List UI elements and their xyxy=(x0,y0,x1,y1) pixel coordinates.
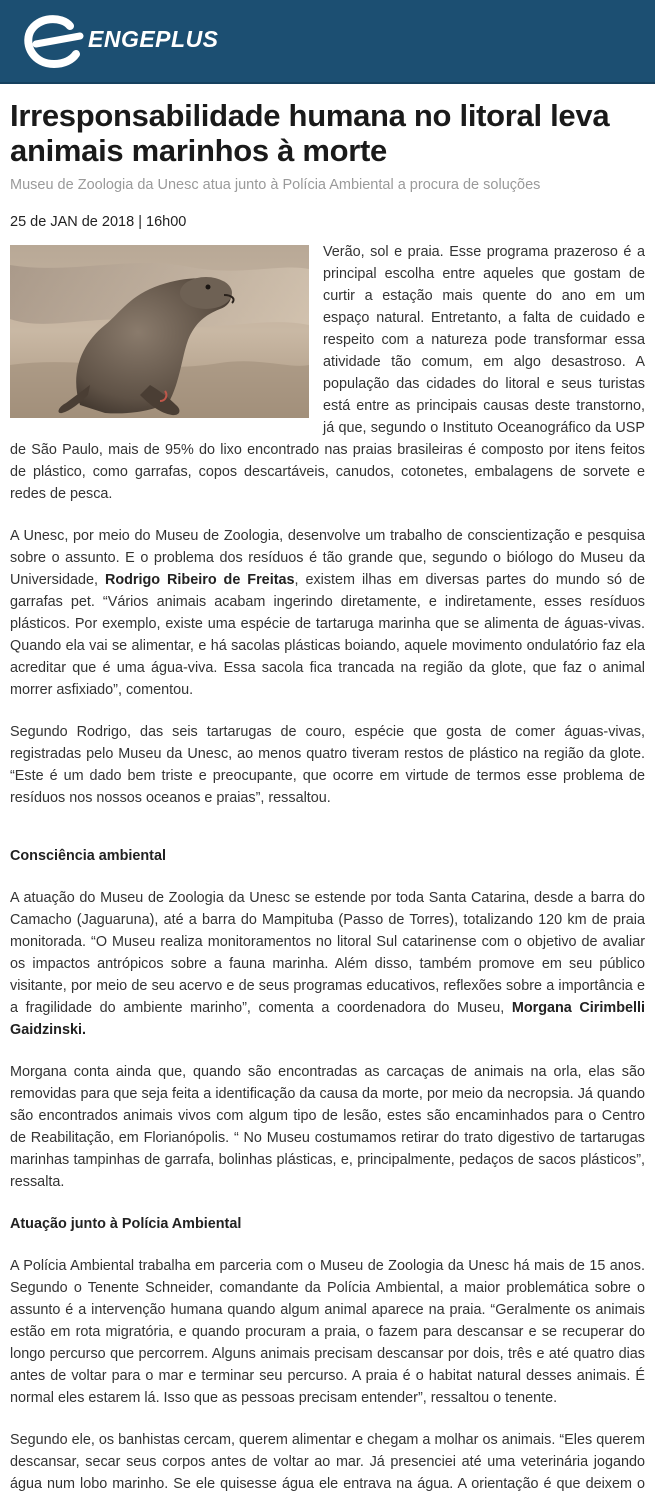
paragraph: Verão, sol e praia. Esse programa prazeroso é a principal escolha entre aqueles que gostam de curtir a estação mais quente do ano em um espaço natural. Entretanto, a falta de cuidado e respeito com a natureza pode transformar essa atividade tão comum, em algo desastroso. A população das cidades do litoral e seus turistas está entre as principais causas deste transtorno, já que, segundo o Instituto Oceanográfico da USP de São Paulo, mais de 95% do lixo encontrado nas praias brasileiras é composto por itens feitos de plástico, como garrafas, copos descartáveis, canudos, cotonetes, embalagens de sorvete e redes de pesca. xyxy=(10,244,645,502)
date-separator: | xyxy=(138,214,142,230)
section-heading: Atuação junto à Polícia Ambiental xyxy=(10,1216,242,1232)
brand-name: ENGEPLUS xyxy=(88,26,219,52)
article-time: 16h00 xyxy=(146,214,187,230)
engeplus-logo-icon xyxy=(22,12,84,74)
paragraph: Morgana conta ainda que, quando são encontradas as carcaças de animais na orla, elas são removidas para que seja feita a identificação da causa da morte, por meio da necropsia. Já quando são encontrados animais vivos com algum tipo de lesão, estes são encaminhados para o Centro de Reabilitação, em Florianópolis. “ No Museu costumamos retirar do trato digestivo de tartarugas marinhas tampinhas de garrafa, bolinhas plásticas, e, principalmente, pedaços de sacos plásticos”, ressalta. xyxy=(10,1064,645,1190)
article-date: 25 de JAN de 2018 xyxy=(10,214,135,230)
paragraph: Segundo ele, os banhistas cercam, querem alimentar e chegam a molhar os animais. “Eles querem descansar, secar seus corpos antes de voltar ao mar. Já presenciei até uma veterinária jogando água num lobo marinho. Se ele quisesse água ele entrava na água. A orientação é que deixem o xyxy=(10,1432,645,1492)
engeplus-logo[interactable] xyxy=(22,12,262,74)
article-subtitle: Museu de Zoologia da Unesc atua junto à Polícia Ambiental a procura de soluções xyxy=(10,177,541,193)
paragraph xyxy=(10,525,645,701)
paragraph: Segundo Rodrigo, das seis tartarugas de couro, espécie que gosta de comer águas-vivas, registradas pelo Museu da Unesc, ao menos quatro tiveram restos de plástico na região da glote. “Este é um dado bem triste e preocupante, que ocorre em virtude de termos esse problema de resíduos nos nossos oceanos e praias”, ressaltou. xyxy=(10,724,645,806)
paragraph-text: A Unesc, por meio do Museu de Zoologia, desenvolve um trabalho de conscientização e pesquisa sobre o assunto. E o problema dos resíduos é tão grande que, segundo o biólogo do Museu da Universidade, xyxy=(10,528,645,588)
person-name: Rodrigo Ribeiro de Freitas xyxy=(104,572,295,588)
site-header xyxy=(0,0,655,84)
photo-spacer xyxy=(10,245,323,420)
person-name: Morgana Cirimbelli Gaidzinski. xyxy=(10,1000,645,1038)
paragraph-text: A atuação do Museu de Zoologia da Unesc se estende por toda Santa Catarina, desde a barra do Camacho (Jaguaruna), até a barra do Mampituba (Passo de Torres), totalizando 120 km de praia monitorada. “O Museu realiza monitoramentos no litoral Sul catarinense com o objetivo de avaliar os impactos antrópicos sobre a fauna marinha. Além disso, também promove em seu público visitante, por meio de seu acervo e de seus programas educativos, reflexões sobre a importância e a fragilidade do ambiente marinho”, comenta a coordenadora do Museu, xyxy=(10,890,645,1016)
article-body xyxy=(10,245,645,1499)
article-dateline xyxy=(10,214,186,230)
paragraph-text: , existem ilhas em diversas partes do mundo só de garrafas pet. “Vários animais acabam ingerindo diretamente, e indiretamente, esses resíduos plásticos. Por exemplo, existe uma espécie de tartaruga marinha que se alimenta de águas-vivas. Quando ela vai se alimentar, e há sacolas plásticas boiando, aquele movimento ondulatório faz ela acreditar que é uma água-viva. Essa sacola fica trancada na região da glote, que faz o animal morrer asfixiado”, comentou. xyxy=(10,572,645,698)
article-title: Irresponsabilidade humana no litoral leva animais marinhos à morte xyxy=(10,98,610,168)
section-heading: Consciência ambiental xyxy=(10,848,166,864)
paragraph: A Polícia Ambiental trabalha em parceria com o Museu de Zoologia da Unesc há mais de 15 anos. Segundo o Tenente Schneider, comandante da Polícia Ambiental, a maior problemática sobre o assunto é a intervenção humana quando algum animal aparece na praia. “Geralmente os animais estão em rota migratória, e quando procuram a praia, o fazem para descansar e se recuperar do longo percurso que percorrem. Alguns animais precisam descansar por dois, três e até quatro dias antes de voltar para o mar e terminar seu percurso. A praia é o habitat natural desses animais. É normal eles estarem lá. Isso que as pessoas precisam entender”, ressaltou o tenente. xyxy=(10,1258,645,1406)
paragraph xyxy=(10,887,645,1041)
